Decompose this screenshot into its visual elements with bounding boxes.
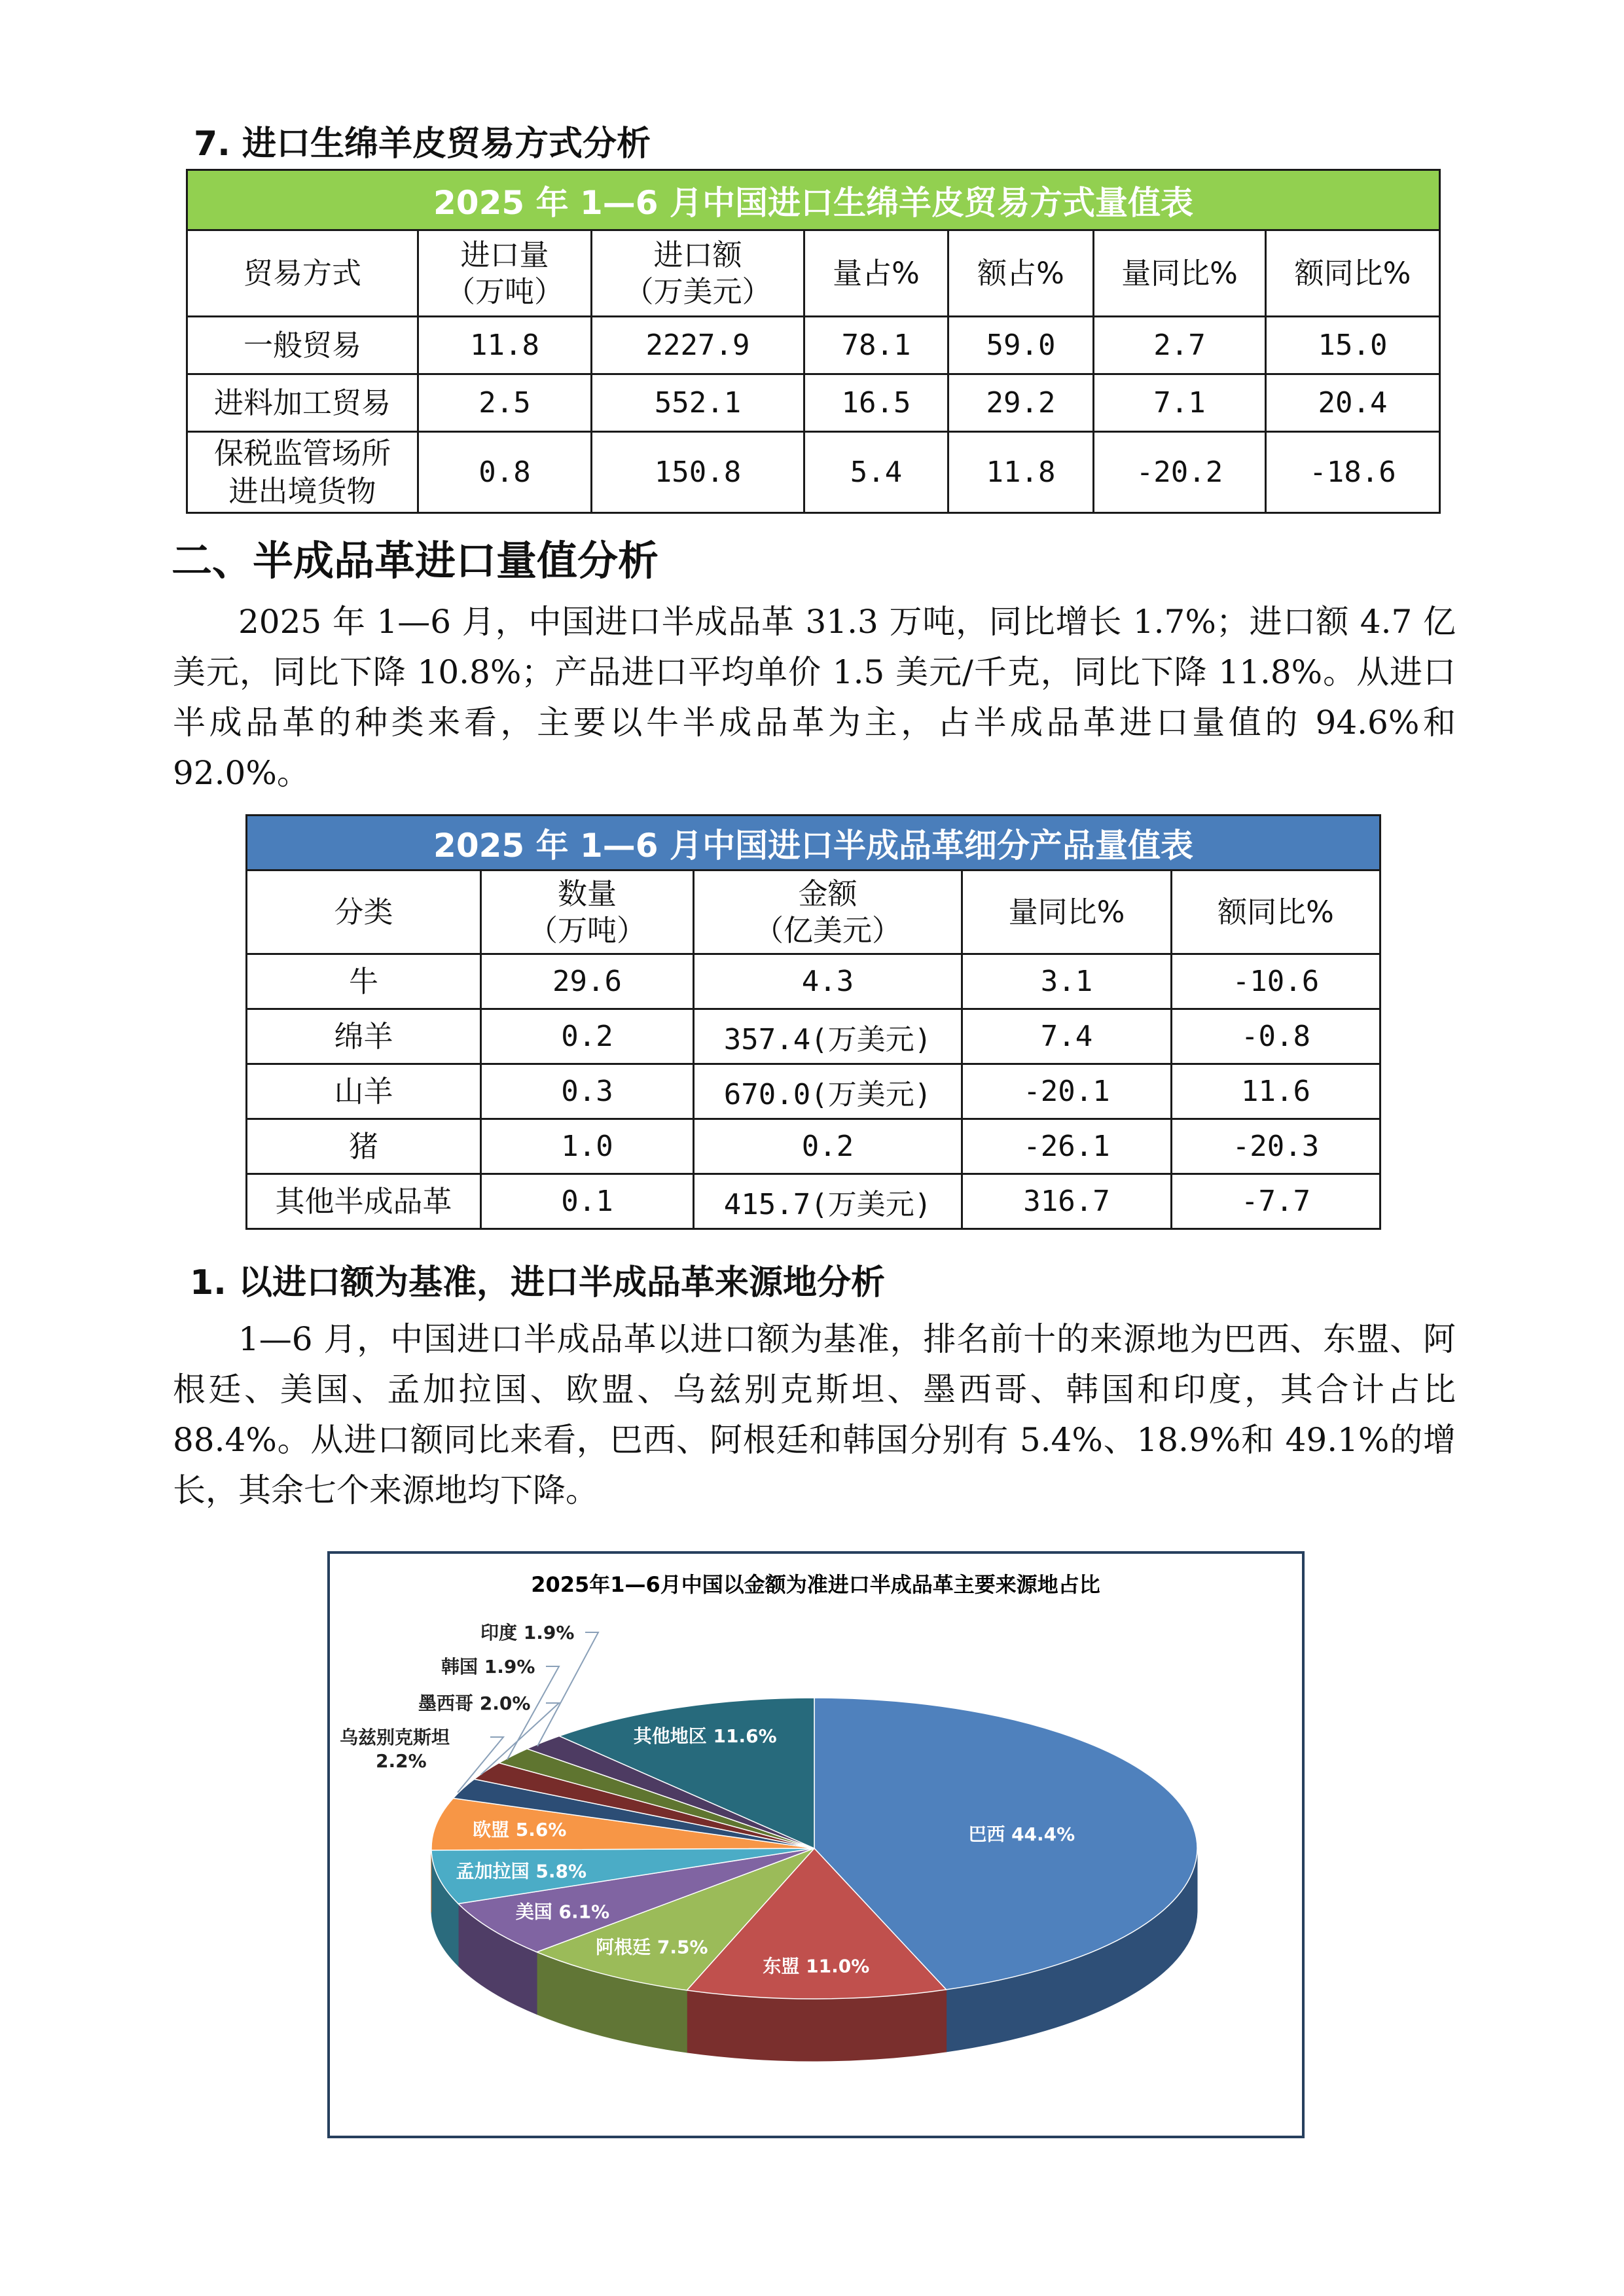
table-caption: 2025 年 1—6 月中国进口半成品革细分产品量值表 (247, 816, 1380, 870)
table-row (247, 954, 1380, 1009)
cell-category: 猪 (247, 1119, 481, 1174)
cell-qty-share: 16.5 (804, 374, 948, 432)
cell-qty-yoy: 7.4 (962, 1009, 1172, 1064)
pie-label-美国: 美国 6.1% (515, 1901, 610, 1923)
cell-category: 牛 (247, 954, 481, 1009)
pie-label-阿根廷: 阿根廷 7.5% (596, 1936, 708, 1958)
paragraph-source-summary: 1—6 月，中国进口半成品革以进口额为基准，排名前十的来源地为巴西、东盟、阿根廷、美国、孟加拉国、欧盟、乌兹别克斯坦、墨西哥、韩国和印度，其合计占比 88.4%。从进口额同比来看，巴西、阿根廷和韩国分别有 5.4%、18.9%和 49.1%的增长，其余七个来源地均下降。 (173, 1320, 1456, 1509)
cell-amount-share: 11.8 (948, 432, 1094, 513)
sheepskin-trade-table (186, 169, 1441, 514)
cell-qty: 0.3 (481, 1064, 694, 1119)
cell-amount-yoy: -18.6 (1266, 432, 1440, 513)
header-import-amount: 进口额 （万美元） (592, 230, 804, 317)
cell-qty-share: 5.4 (804, 432, 948, 513)
cell-qty-yoy: 3.1 (962, 954, 1172, 1009)
cell-amount-yoy: 11.6 (1172, 1064, 1380, 1119)
cell-amount: 0.2 (694, 1119, 962, 1174)
cell-amount-yoy: 20.4 (1266, 374, 1440, 432)
pie-label-孟加拉国: 孟加拉国 5.8% (456, 1860, 587, 1882)
pie-label-欧盟: 欧盟 5.6% (473, 1818, 567, 1840)
cell-amount-yoy: 15.0 (1266, 317, 1440, 374)
pie-label-墨西哥: 墨西哥 2.0% (418, 1693, 531, 1714)
cell-qty: 0.8 (418, 432, 592, 513)
cell-qty-yoy: -20.2 (1094, 432, 1266, 513)
cell-category: 山羊 (247, 1064, 481, 1119)
cell-qty: 1.0 (481, 1119, 694, 1174)
cell-trade-mode: 保税监管场所 进出境货物 (187, 432, 418, 513)
pie-side-东盟 (687, 1990, 946, 2061)
pie-label-印度: 印度 1.9% (480, 1622, 575, 1643)
section-heading-semi-leather: 二、半成品革进口量值分析 (171, 537, 659, 584)
cell-amount: 4.3 (694, 954, 962, 1009)
pie-label-巴西: 巴西 44.4% (968, 1823, 1075, 1845)
source-pie-chart (330, 1554, 1302, 2136)
pie-label-东盟: 东盟 11.0% (763, 1955, 870, 1977)
chart-title: 2025年1—6月中国以金额为准进口半成品革主要来源地占比 (531, 1572, 1100, 1597)
table-row (247, 1119, 1380, 1174)
pie-label-pct-乌兹别克斯坦: 2.2% (376, 1750, 427, 1772)
cell-category: 绵羊 (247, 1009, 481, 1064)
cell-category: 其他半成品革 (247, 1174, 481, 1229)
table-row (187, 317, 1440, 374)
header-amount-share: 额占% (948, 230, 1094, 317)
cell-qty-yoy: 2.7 (1094, 317, 1266, 374)
semi-leather-product-table (245, 814, 1381, 1230)
cell-amount-yoy: -10.6 (1172, 954, 1380, 1009)
cell-amount: 415.7(万美元) (694, 1174, 962, 1229)
header-category: 分类 (247, 870, 481, 954)
header-quantity: 数量 （万吨） (481, 870, 694, 954)
cell-qty-yoy: -26.1 (962, 1119, 1172, 1174)
cell-qty: 0.2 (481, 1009, 694, 1064)
table-row (187, 374, 1440, 432)
cell-amount: 150.8 (592, 432, 804, 513)
cell-qty: 11.8 (418, 317, 592, 374)
cell-qty-yoy: 316.7 (962, 1174, 1172, 1229)
cell-amount: 357.4(万美元) (694, 1009, 962, 1064)
source-pie-chart-frame (327, 1551, 1305, 2138)
header-qty-share: 量占% (804, 230, 948, 317)
pie-label-乌兹别克斯坦: 乌兹别克斯坦 (340, 1727, 450, 1748)
table-row (247, 1064, 1380, 1119)
cell-qty-yoy: 7.1 (1094, 374, 1266, 432)
paragraph-semi-leather-summary: 2025 年 1—6 月，中国进口半成品革 31.3 万吨，同比增长 1.7%；进口额 4.7 亿美元，同比下降 10.8%；产品进口平均单价 1.5 美元/千克，同比下降 11.8%。从进口半成品革的种类来看，主要以牛半成品革为主，占半成品革进口量值的 94.6%和 92.0%。 (173, 603, 1456, 792)
subsection-heading-source-analysis: 1. 以进口额为基准，进口半成品革来源地分析 (190, 1263, 886, 1302)
cell-qty: 0.1 (481, 1174, 694, 1229)
cell-amount-share: 59.0 (948, 317, 1094, 374)
pie-label-其他地区: 其他地区 11.6% (633, 1725, 777, 1748)
header-qty-yoy: 量同比% (962, 870, 1172, 954)
cell-amount-yoy: -0.8 (1172, 1009, 1380, 1064)
table-caption: 2025 年 1—6 月中国进口生绵羊皮贸易方式量值表 (187, 170, 1440, 230)
cell-qty: 2.5 (418, 374, 592, 432)
cell-amount: 552.1 (592, 374, 804, 432)
cell-trade-mode: 一般贸易 (187, 317, 418, 374)
cell-amount-yoy: -20.3 (1172, 1119, 1380, 1174)
cell-qty-share: 78.1 (804, 317, 948, 374)
cell-amount: 670.0(万美元) (694, 1064, 962, 1119)
header-trade-mode: 贸易方式 (187, 230, 418, 317)
cell-qty: 29.6 (481, 954, 694, 1009)
table-row (187, 432, 1440, 513)
header-amount-yoy: 额同比% (1172, 870, 1380, 954)
table-row (247, 1174, 1380, 1229)
cell-trade-mode: 进料加工贸易 (187, 374, 418, 432)
cell-amount-share: 29.2 (948, 374, 1094, 432)
cell-amount: 2227.9 (592, 317, 804, 374)
cell-qty-yoy: -20.1 (962, 1064, 1172, 1119)
header-import-qty: 进口量 （万吨） (418, 230, 592, 317)
header-qty-yoy: 量同比% (1094, 230, 1266, 317)
table-row (247, 1009, 1380, 1064)
header-amount-yoy: 额同比% (1266, 230, 1440, 317)
section-heading-sheepskin-trade: 7. 进口生绵羊皮贸易方式分析 (194, 124, 651, 164)
pie-label-韩国: 韩国 1.9% (441, 1656, 535, 1677)
header-amount: 金额 （亿美元） (694, 870, 962, 954)
cell-amount-yoy: -7.7 (1172, 1174, 1380, 1229)
